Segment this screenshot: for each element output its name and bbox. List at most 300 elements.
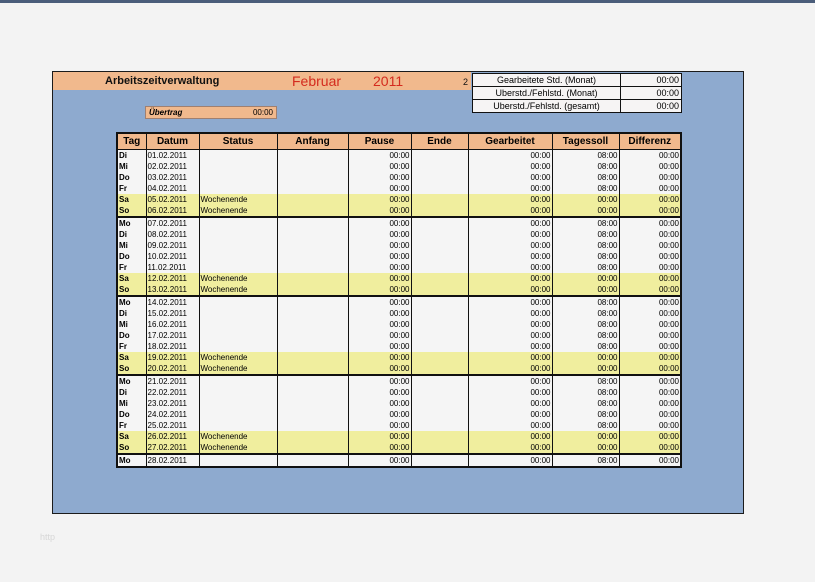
cell-tag: So xyxy=(117,442,146,454)
cell-pause[interactable]: 00:00 xyxy=(348,363,411,375)
cell-gearbeitet[interactable]: 00:00 xyxy=(468,273,552,284)
cell-pause[interactable]: 00:00 xyxy=(348,375,411,387)
cell-tag: Mo xyxy=(117,454,146,467)
cell-anfang[interactable] xyxy=(277,375,348,387)
cell-differenz[interactable]: 00:00 xyxy=(619,409,681,420)
cell-tagessoll[interactable]: 08:00 xyxy=(552,172,619,183)
cell-status[interactable] xyxy=(199,262,277,273)
cell-datum: 02.02.2011 xyxy=(146,161,199,172)
cell-datum: 25.02.2011 xyxy=(146,420,199,431)
month-number: 2 xyxy=(463,77,469,87)
cell-anfang[interactable] xyxy=(277,387,348,398)
cell-tag: Sa xyxy=(117,194,146,205)
cell-tag: So xyxy=(117,363,146,375)
cell-tagessoll[interactable]: 08:00 xyxy=(552,375,619,387)
cell-pause[interactable]: 00:00 xyxy=(348,240,411,251)
cell-datum: 03.02.2011 xyxy=(146,172,199,183)
cell-anfang[interactable] xyxy=(277,341,348,352)
cell-datum: 24.02.2011 xyxy=(146,409,199,420)
cell-anfang[interactable] xyxy=(277,251,348,262)
column-header-anfang: Anfang xyxy=(277,133,348,150)
summary-label: Gearbeitete Std. (Monat) xyxy=(473,74,621,87)
cell-differenz[interactable]: 00:00 xyxy=(619,375,681,387)
cell-differenz[interactable]: 00:00 xyxy=(619,240,681,251)
cell-anfang[interactable] xyxy=(277,296,348,308)
cell-differenz[interactable]: 00:00 xyxy=(619,442,681,454)
cell-tagessoll[interactable]: 08:00 xyxy=(552,420,619,431)
summary-value[interactable]: 00:00 xyxy=(621,100,682,113)
cell-status[interactable] xyxy=(199,341,277,352)
cell-ende[interactable] xyxy=(411,194,468,205)
cell-ende[interactable] xyxy=(411,240,468,251)
cell-gearbeitet[interactable]: 00:00 xyxy=(468,296,552,308)
cell-differenz[interactable]: 00:00 xyxy=(619,341,681,352)
cell-status[interactable] xyxy=(199,387,277,398)
cell-gearbeitet[interactable]: 00:00 xyxy=(468,284,552,296)
cell-tag: Sa xyxy=(117,352,146,363)
cell-status[interactable] xyxy=(199,296,277,308)
column-header-differenz: Differenz xyxy=(619,133,681,150)
cell-gearbeitet[interactable]: 00:00 xyxy=(468,352,552,363)
cell-anfang[interactable] xyxy=(277,398,348,409)
cell-status[interactable] xyxy=(199,150,277,162)
cell-tagessoll[interactable]: 08:00 xyxy=(552,319,619,330)
cell-gearbeitet[interactable]: 00:00 xyxy=(468,454,552,467)
cell-gearbeitet[interactable]: 00:00 xyxy=(468,240,552,251)
cell-tagessoll[interactable]: 00:00 xyxy=(552,442,619,454)
cell-differenz[interactable]: 00:00 xyxy=(619,431,681,442)
cell-status[interactable] xyxy=(199,398,277,409)
cell-tag: Fr xyxy=(117,341,146,352)
cell-differenz[interactable]: 00:00 xyxy=(619,172,681,183)
cell-datum: 05.02.2011 xyxy=(146,194,199,205)
cell-pause[interactable]: 00:00 xyxy=(348,442,411,454)
cell-ende[interactable] xyxy=(411,161,468,172)
uebertrag-box xyxy=(145,106,277,119)
table-row xyxy=(117,352,681,363)
table-row xyxy=(117,284,681,296)
cell-differenz[interactable]: 00:00 xyxy=(619,229,681,240)
cell-status[interactable]: Wochenende xyxy=(199,194,277,205)
cell-tagessoll[interactable]: 08:00 xyxy=(552,150,619,162)
cell-ende[interactable] xyxy=(411,172,468,183)
cell-datum: 10.02.2011 xyxy=(146,251,199,262)
cell-status[interactable] xyxy=(199,375,277,387)
table-row xyxy=(117,251,681,262)
cell-tag: Di xyxy=(117,387,146,398)
cell-ende[interactable] xyxy=(411,150,468,162)
cell-gearbeitet[interactable]: 00:00 xyxy=(468,150,552,162)
cell-status[interactable] xyxy=(199,183,277,194)
cell-status[interactable]: Wochenende xyxy=(199,363,277,375)
cell-pause[interactable]: 00:00 xyxy=(348,217,411,229)
cell-status[interactable] xyxy=(199,409,277,420)
cell-pause[interactable]: 00:00 xyxy=(348,229,411,240)
cell-tagessoll[interactable]: 00:00 xyxy=(552,431,619,442)
cell-datum: 07.02.2011 xyxy=(146,217,199,229)
cell-anfang[interactable] xyxy=(277,194,348,205)
cell-ende[interactable] xyxy=(411,330,468,341)
cell-datum: 27.02.2011 xyxy=(146,442,199,454)
cell-pause[interactable]: 00:00 xyxy=(348,183,411,194)
summary-row xyxy=(473,74,682,87)
cell-ende[interactable] xyxy=(411,341,468,352)
cell-differenz[interactable]: 00:00 xyxy=(619,183,681,194)
cell-anfang[interactable] xyxy=(277,161,348,172)
table-row xyxy=(117,431,681,442)
column-header-tag: Tag xyxy=(117,133,146,150)
cell-tag: Fr xyxy=(117,183,146,194)
cell-datum: 08.02.2011 xyxy=(146,229,199,240)
table-row xyxy=(117,161,681,172)
cell-gearbeitet[interactable]: 00:00 xyxy=(468,387,552,398)
cell-datum: 17.02.2011 xyxy=(146,330,199,341)
cell-tagessoll[interactable]: 08:00 xyxy=(552,251,619,262)
cell-gearbeitet[interactable]: 00:00 xyxy=(468,398,552,409)
cell-pause[interactable]: 00:00 xyxy=(348,194,411,205)
cell-status[interactable] xyxy=(199,420,277,431)
column-header-ende: Ende xyxy=(411,133,468,150)
cell-anfang[interactable] xyxy=(277,308,348,319)
cell-status[interactable]: Wochenende xyxy=(199,205,277,217)
column-header-status: Status xyxy=(199,133,277,150)
cell-tagessoll[interactable]: 08:00 xyxy=(552,262,619,273)
summary-row xyxy=(473,87,682,100)
cell-status[interactable] xyxy=(199,319,277,330)
cell-tagessoll[interactable]: 00:00 xyxy=(552,205,619,217)
cell-differenz[interactable]: 00:00 xyxy=(619,284,681,296)
cell-datum: 21.02.2011 xyxy=(146,375,199,387)
cell-status[interactable] xyxy=(199,330,277,341)
cell-pause[interactable]: 00:00 xyxy=(348,161,411,172)
cell-anfang[interactable] xyxy=(277,420,348,431)
cell-pause[interactable]: 00:00 xyxy=(348,319,411,330)
cell-gearbeitet[interactable]: 00:00 xyxy=(468,217,552,229)
cell-tag: Do xyxy=(117,409,146,420)
cell-ende[interactable] xyxy=(411,183,468,194)
table-row xyxy=(117,319,681,330)
cell-pause[interactable]: 00:00 xyxy=(348,172,411,183)
cell-tagessoll[interactable]: 08:00 xyxy=(552,341,619,352)
cell-ende[interactable] xyxy=(411,308,468,319)
cell-datum: 13.02.2011 xyxy=(146,284,199,296)
cell-tag: Fr xyxy=(117,420,146,431)
cell-gearbeitet[interactable]: 00:00 xyxy=(468,330,552,341)
cell-anfang[interactable] xyxy=(277,431,348,442)
cell-tag: Sa xyxy=(117,273,146,284)
cell-tagessoll[interactable]: 08:00 xyxy=(552,183,619,194)
column-header-tagessoll: Tagessoll xyxy=(552,133,619,150)
app-title: Arbeitszeitverwaltung xyxy=(105,75,220,87)
cell-gearbeitet[interactable]: 00:00 xyxy=(468,161,552,172)
cell-ende[interactable] xyxy=(411,420,468,431)
cell-anfang[interactable] xyxy=(277,229,348,240)
cell-anfang[interactable] xyxy=(277,217,348,229)
cell-status[interactable]: Wochenende xyxy=(199,431,277,442)
cell-tagessoll[interactable]: 08:00 xyxy=(552,161,619,172)
cell-differenz[interactable]: 00:00 xyxy=(619,161,681,172)
table-row xyxy=(117,262,681,273)
cell-pause[interactable]: 00:00 xyxy=(348,251,411,262)
cell-pause[interactable]: 00:00 xyxy=(348,308,411,319)
cell-tag: Do xyxy=(117,330,146,341)
cell-tagessoll[interactable]: 08:00 xyxy=(552,217,619,229)
cell-ende[interactable] xyxy=(411,217,468,229)
cell-status[interactable]: Wochenende xyxy=(199,352,277,363)
cell-ende[interactable] xyxy=(411,251,468,262)
watermark: http xyxy=(40,532,56,542)
cell-differenz[interactable]: 00:00 xyxy=(619,352,681,363)
cell-ende[interactable] xyxy=(411,262,468,273)
cell-tagessoll[interactable]: 00:00 xyxy=(552,352,619,363)
table-row xyxy=(117,330,681,341)
cell-tag: Fr xyxy=(117,262,146,273)
cell-pause[interactable]: 00:00 xyxy=(348,330,411,341)
table-row xyxy=(117,387,681,398)
cell-anfang[interactable] xyxy=(277,409,348,420)
cell-gearbeitet[interactable]: 00:00 xyxy=(468,409,552,420)
month-label[interactable]: Februar xyxy=(292,73,342,89)
cell-anfang[interactable] xyxy=(277,150,348,162)
cell-anfang[interactable] xyxy=(277,363,348,375)
table-row xyxy=(117,229,681,240)
cell-datum: 16.02.2011 xyxy=(146,319,199,330)
cell-gearbeitet[interactable]: 00:00 xyxy=(468,172,552,183)
cell-tagessoll[interactable]: 08:00 xyxy=(552,330,619,341)
cell-ende[interactable] xyxy=(411,319,468,330)
cell-tagessoll[interactable]: 08:00 xyxy=(552,229,619,240)
window-top-border xyxy=(0,0,815,3)
cell-tagessoll[interactable]: 08:00 xyxy=(552,387,619,398)
table-row xyxy=(117,341,681,352)
cell-tagessoll[interactable]: 00:00 xyxy=(552,363,619,375)
cell-datum: 22.02.2011 xyxy=(146,387,199,398)
cell-gearbeitet[interactable]: 00:00 xyxy=(468,183,552,194)
cell-tagessoll[interactable]: 08:00 xyxy=(552,454,619,467)
cell-status[interactable] xyxy=(199,308,277,319)
cell-differenz[interactable]: 00:00 xyxy=(619,398,681,409)
cell-datum: 15.02.2011 xyxy=(146,308,199,319)
cell-datum: 19.02.2011 xyxy=(146,352,199,363)
cell-pause[interactable]: 00:00 xyxy=(348,284,411,296)
cell-anfang[interactable] xyxy=(277,330,348,341)
summary-label: Uberstd./Fehlstd. (gesamt) xyxy=(473,100,621,113)
cell-ende[interactable] xyxy=(411,387,468,398)
table-row xyxy=(117,363,681,375)
uebertrag-label: Übertrag xyxy=(149,108,183,117)
cell-ende[interactable] xyxy=(411,454,468,467)
cell-tagessoll[interactable]: 08:00 xyxy=(552,409,619,420)
cell-datum: 23.02.2011 xyxy=(146,398,199,409)
cell-pause[interactable]: 00:00 xyxy=(348,296,411,308)
header-row xyxy=(117,133,681,150)
cell-tag: Mi xyxy=(117,161,146,172)
cell-ende[interactable] xyxy=(411,284,468,296)
cell-tag: Mo xyxy=(117,375,146,387)
table-row xyxy=(117,398,681,409)
table-row xyxy=(117,296,681,308)
cell-tag: Mi xyxy=(117,398,146,409)
cell-status[interactable]: Wochenende xyxy=(199,284,277,296)
cell-tag: Mo xyxy=(117,296,146,308)
cell-ende[interactable] xyxy=(411,431,468,442)
cell-anfang[interactable] xyxy=(277,442,348,454)
cell-status[interactable] xyxy=(199,454,277,467)
cell-status[interactable]: Wochenende xyxy=(199,442,277,454)
cell-tag: Mi xyxy=(117,240,146,251)
cell-datum: 14.02.2011 xyxy=(146,296,199,308)
cell-tag: Di xyxy=(117,150,146,162)
cell-status[interactable] xyxy=(199,172,277,183)
table-row xyxy=(117,205,681,217)
cell-tag: Di xyxy=(117,229,146,240)
cell-gearbeitet[interactable]: 00:00 xyxy=(468,431,552,442)
cell-anfang[interactable] xyxy=(277,183,348,194)
cell-datum: 06.02.2011 xyxy=(146,205,199,217)
cell-anfang[interactable] xyxy=(277,172,348,183)
cell-gearbeitet[interactable]: 00:00 xyxy=(468,194,552,205)
cell-tagessoll[interactable]: 08:00 xyxy=(552,308,619,319)
cell-anfang[interactable] xyxy=(277,284,348,296)
summary-value[interactable]: 00:00 xyxy=(621,87,682,100)
cell-ende[interactable] xyxy=(411,352,468,363)
column-header-pause: Pause xyxy=(348,133,411,150)
cell-differenz[interactable]: 00:00 xyxy=(619,308,681,319)
cell-differenz[interactable]: 00:00 xyxy=(619,420,681,431)
cell-tag: Do xyxy=(117,172,146,183)
cell-ende[interactable] xyxy=(411,375,468,387)
cell-tagessoll[interactable]: 00:00 xyxy=(552,284,619,296)
cell-datum: 26.02.2011 xyxy=(146,431,199,442)
cell-status[interactable] xyxy=(199,229,277,240)
cell-gearbeitet[interactable]: 00:00 xyxy=(468,251,552,262)
cell-tag: Sa xyxy=(117,431,146,442)
cell-gearbeitet[interactable]: 00:00 xyxy=(468,308,552,319)
cell-pause[interactable]: 00:00 xyxy=(348,454,411,467)
cell-anfang[interactable] xyxy=(277,240,348,251)
cell-pause[interactable]: 00:00 xyxy=(348,262,411,273)
column-header-datum: Datum xyxy=(146,133,199,150)
year-label[interactable]: 2011 xyxy=(373,73,404,89)
table-row xyxy=(117,240,681,251)
table-row xyxy=(117,454,681,467)
cell-pause[interactable]: 00:00 xyxy=(348,387,411,398)
cell-tag: So xyxy=(117,284,146,296)
cell-differenz[interactable]: 00:00 xyxy=(619,273,681,284)
table-row xyxy=(117,172,681,183)
cell-tag: Mi xyxy=(117,319,146,330)
cell-status[interactable] xyxy=(199,251,277,262)
cell-ende[interactable] xyxy=(411,363,468,375)
cell-datum: 01.02.2011 xyxy=(146,150,199,162)
cell-differenz[interactable]: 00:00 xyxy=(619,330,681,341)
cell-ende[interactable] xyxy=(411,205,468,217)
cell-differenz[interactable]: 00:00 xyxy=(619,150,681,162)
cell-differenz[interactable]: 00:00 xyxy=(619,251,681,262)
cell-differenz[interactable]: 00:00 xyxy=(619,387,681,398)
cell-pause[interactable]: 00:00 xyxy=(348,420,411,431)
cell-anfang[interactable] xyxy=(277,352,348,363)
cell-differenz[interactable]: 00:00 xyxy=(619,454,681,467)
cell-datum: 18.02.2011 xyxy=(146,341,199,352)
table-row xyxy=(117,194,681,205)
table-row xyxy=(117,308,681,319)
cell-datum: 11.02.2011 xyxy=(146,262,199,273)
cell-pause[interactable]: 00:00 xyxy=(348,341,411,352)
cell-pause[interactable]: 00:00 xyxy=(348,273,411,284)
cell-tagessoll[interactable]: 08:00 xyxy=(552,398,619,409)
cell-ende[interactable] xyxy=(411,409,468,420)
cell-differenz[interactable]: 00:00 xyxy=(619,363,681,375)
table-row xyxy=(117,375,681,387)
cell-datum: 12.02.2011 xyxy=(146,273,199,284)
cell-anfang[interactable] xyxy=(277,273,348,284)
cell-differenz[interactable]: 00:00 xyxy=(619,205,681,217)
cell-tag: Di xyxy=(117,308,146,319)
cell-tag: Mo xyxy=(117,217,146,229)
cell-tagessoll[interactable]: 08:00 xyxy=(552,296,619,308)
cell-pause[interactable]: 00:00 xyxy=(348,150,411,162)
table-row xyxy=(117,273,681,284)
cell-gearbeitet[interactable]: 00:00 xyxy=(468,229,552,240)
cell-datum: 04.02.2011 xyxy=(146,183,199,194)
cell-differenz[interactable]: 00:00 xyxy=(619,262,681,273)
cell-tagessoll[interactable]: 08:00 xyxy=(552,240,619,251)
summary-row xyxy=(473,100,682,113)
cell-ende[interactable] xyxy=(411,273,468,284)
table-row xyxy=(117,217,681,229)
cell-pause[interactable]: 00:00 xyxy=(348,398,411,409)
cell-ende[interactable] xyxy=(411,398,468,409)
summary-value[interactable]: 00:00 xyxy=(621,74,682,87)
cell-gearbeitet[interactable]: 00:00 xyxy=(468,420,552,431)
cell-gearbeitet[interactable]: 00:00 xyxy=(468,205,552,217)
cell-pause[interactable]: 00:00 xyxy=(348,431,411,442)
cell-gearbeitet[interactable]: 00:00 xyxy=(468,363,552,375)
cell-gearbeitet[interactable]: 00:00 xyxy=(468,442,552,454)
cell-status[interactable] xyxy=(199,240,277,251)
cell-gearbeitet[interactable]: 00:00 xyxy=(468,319,552,330)
cell-pause[interactable]: 00:00 xyxy=(348,205,411,217)
table-row xyxy=(117,183,681,194)
cell-ende[interactable] xyxy=(411,229,468,240)
cell-gearbeitet[interactable]: 00:00 xyxy=(468,262,552,273)
timesheet-table xyxy=(116,132,682,468)
table-row xyxy=(117,442,681,454)
cell-tagessoll[interactable]: 00:00 xyxy=(552,194,619,205)
cell-status[interactable]: Wochenende xyxy=(199,273,277,284)
cell-anfang[interactable] xyxy=(277,454,348,467)
cell-pause[interactable]: 00:00 xyxy=(348,352,411,363)
cell-ende[interactable] xyxy=(411,296,468,308)
cell-ende[interactable] xyxy=(411,442,468,454)
cell-gearbeitet[interactable]: 00:00 xyxy=(468,341,552,352)
cell-differenz[interactable]: 00:00 xyxy=(619,217,681,229)
uebertrag-value[interactable]: 00:00 xyxy=(252,108,273,117)
cell-gearbeitet[interactable]: 00:00 xyxy=(468,375,552,387)
cell-status[interactable] xyxy=(199,161,277,172)
cell-anfang[interactable] xyxy=(277,319,348,330)
cell-tagessoll[interactable]: 00:00 xyxy=(552,273,619,284)
summary-label: Uberstd./Fehlstd. (Monat) xyxy=(473,87,621,100)
cell-anfang[interactable] xyxy=(277,262,348,273)
cell-differenz[interactable]: 00:00 xyxy=(619,319,681,330)
cell-pause[interactable]: 00:00 xyxy=(348,409,411,420)
cell-differenz[interactable]: 00:00 xyxy=(619,194,681,205)
cell-status[interactable] xyxy=(199,217,277,229)
cell-differenz[interactable]: 00:00 xyxy=(619,296,681,308)
cell-anfang[interactable] xyxy=(277,205,348,217)
